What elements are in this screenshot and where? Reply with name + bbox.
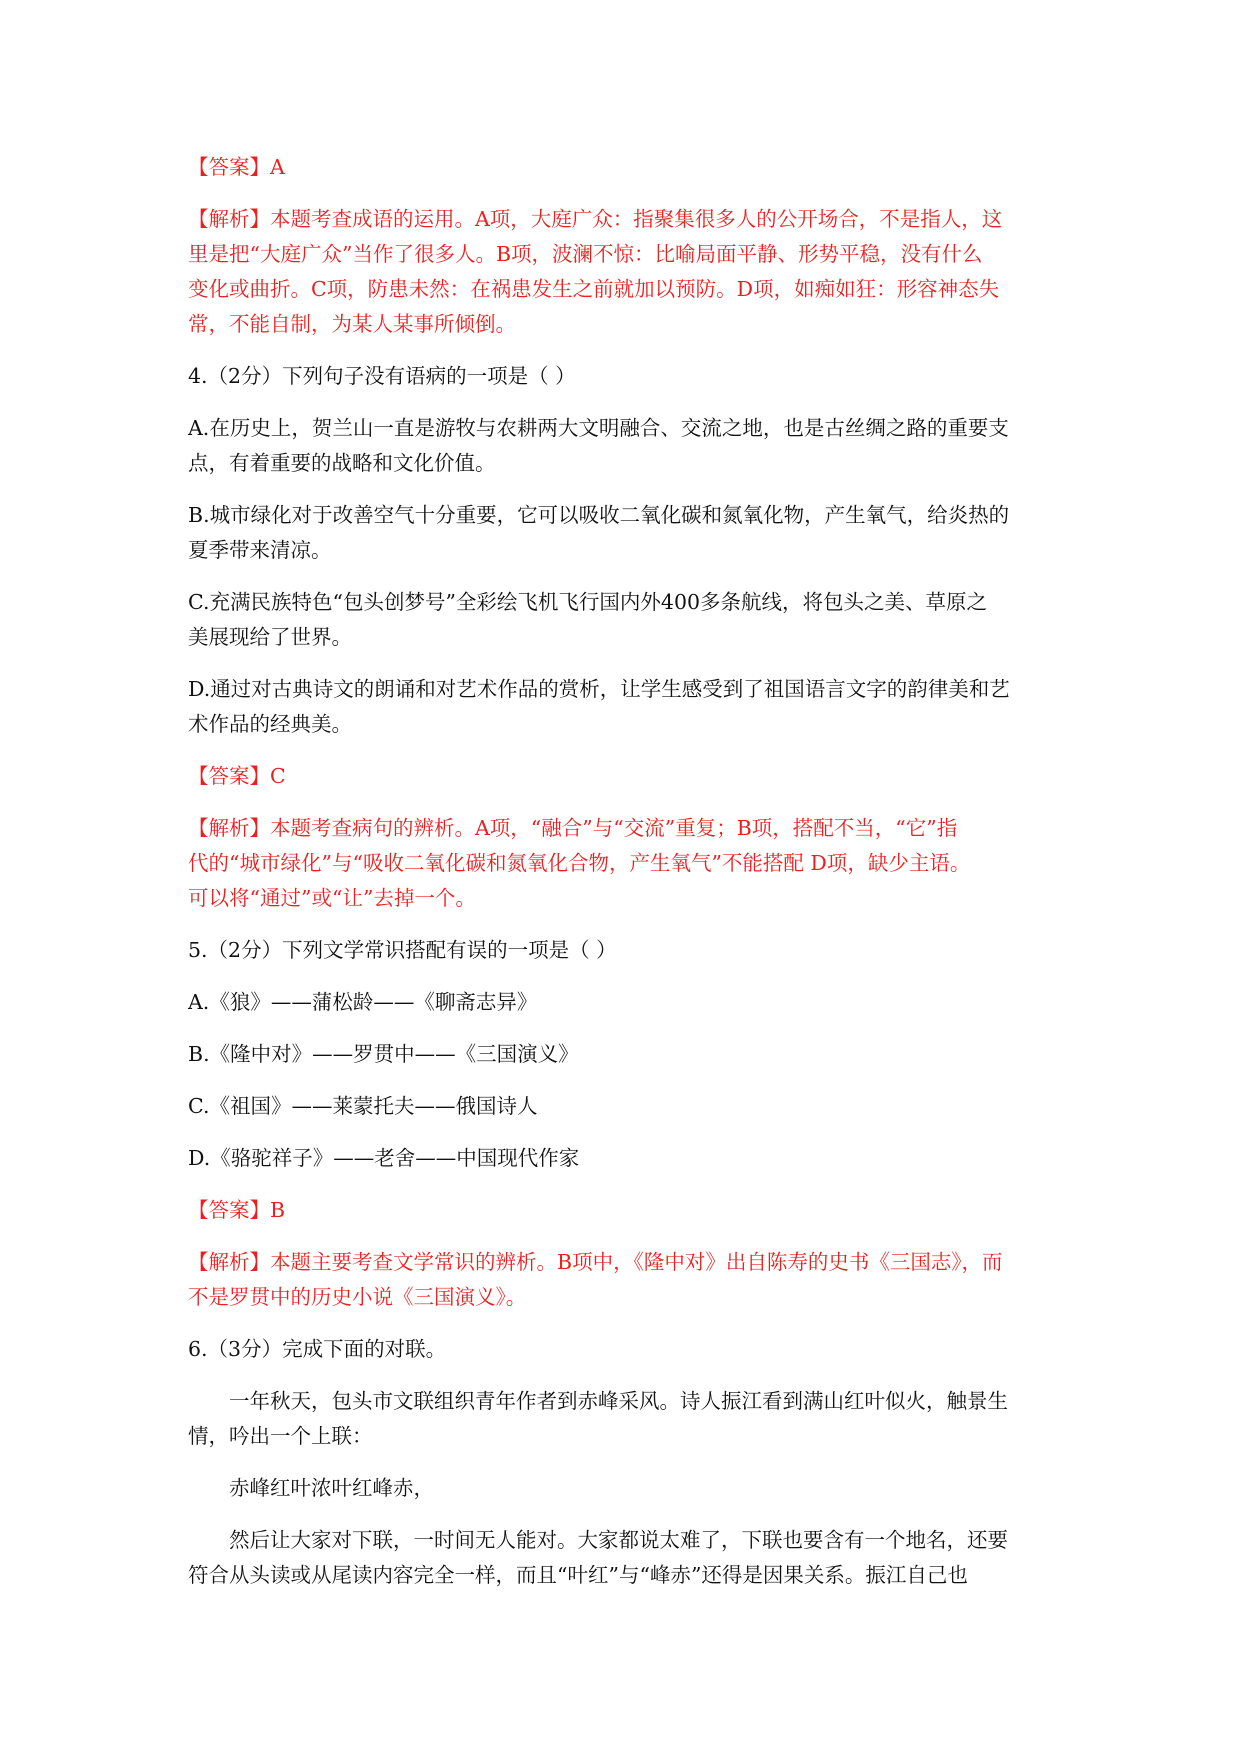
option-line: 美展现给了世界。	[188, 625, 352, 649]
q3-analysis-line: 变化或曲折。C项，防患未然：在祸患发生之前就加以预防。D项，如痴如狂：形容神态失	[188, 277, 1000, 301]
q4-stem: 4.（2分）下列句子没有语病的一项是（ ）	[188, 364, 576, 388]
q5-option-c: C.《祖国》——莱蒙托夫——俄国诗人	[188, 1094, 538, 1118]
q4-option-c	[188, 585, 1060, 655]
option-line: 术作品的经典美。	[188, 712, 352, 736]
q6-stem: 6.（3分）完成下面的对联。	[188, 1337, 447, 1361]
paragraph-line: 符合从头读或从尾读内容完全一样，而且“叶红”与“峰赤”还得是因果关系。振江自己也	[188, 1563, 968, 1587]
q5-option-b: B.《隆中对》——罗贯中——《三国演义》	[188, 1042, 579, 1066]
option-line: 夏季带来清凉。	[188, 538, 332, 562]
q6-couplet-first-line: 赤峰红叶浓叶红峰赤，	[229, 1476, 434, 1500]
q4-answer: 【答案】C	[188, 764, 286, 788]
option-line: D.通过对古典诗文的朗诵和对艺术作品的赏析，让学生感受到了祖国语言文字的韵律美和艺	[188, 677, 1010, 701]
q4-analysis-line: 代的“城市绿化”与“吸收二氧化碳和氮氧化合物，产生氧气”不能搭配 D项，缺少主语。	[188, 851, 971, 875]
q3-analysis-line: 【解析】本题考查成语的运用。A项，大庭广众：指聚集很多人的公开场合，不是指人，这	[188, 207, 1003, 231]
q6-paragraph-1	[188, 1384, 1060, 1454]
paragraph-line: 然后让大家对下联，一时间无人能对。大家都说太难了，下联也要含有一个地名，还要	[229, 1528, 1008, 1552]
option-line: C.充满民族特色“包头创梦号”全彩绘飞机飞行国内外400多条航线，将包头之美、草原之	[188, 590, 988, 614]
q5-analysis-line: 不是罗贯中的历史小说《三国演义》。	[188, 1285, 527, 1309]
q6-paragraph-2	[188, 1523, 1060, 1593]
q3-analysis-line: 里是把“大庭广众”当作了很多人。B项，波澜不惊：比喻局面平静、形势平稳，没有什么	[188, 242, 983, 266]
q3-answer: 【答案】A	[188, 155, 285, 179]
q3-analysis	[188, 202, 1060, 342]
q3-analysis-line: 常，不能自制，为某人某事所倾倒。	[188, 312, 516, 336]
q5-option-d: D.《骆驼祥子》——老舍——中国现代作家	[188, 1146, 580, 1170]
q5-stem: 5.（2分）下列文学常识搭配有误的一项是（ ）	[188, 938, 617, 962]
paragraph-line: 情，吟出一个上联：	[188, 1424, 373, 1448]
option-line: A.在历史上，贺兰山一直是游牧与农耕两大文明融合、交流之地，也是古丝绸之路的重要支	[188, 416, 1009, 440]
q5-analysis-line: 【解析】本题主要考查文学常识的辨析。B项中，《隆中对》出自陈寿的史书《三国志》，而	[188, 1250, 1003, 1274]
q5-analysis	[188, 1245, 1060, 1315]
q5-answer: 【答案】B	[188, 1198, 286, 1222]
option-line: 点，有着重要的战略和文化价值。	[188, 451, 496, 475]
q4-analysis-line: 【解析】本题考查病句的辨析。A项，“融合”与“交流”重复；B项，搭配不当，“它”指	[188, 816, 958, 840]
option-line: B.城市绿化对于改善空气十分重要，它可以吸收二氧化碳和氮氧化物，产生氧气，给炎热的	[188, 503, 1010, 527]
paragraph-line: 一年秋天，包头市文联组织青年作者到赤峰采风。诗人振江看到满山红叶似火，触景生	[229, 1389, 1008, 1413]
q4-option-b	[188, 498, 1060, 568]
document-page	[188, 150, 1060, 1610]
q4-option-d	[188, 672, 1060, 742]
q5-option-a: A.《狼》——蒲松龄——《聊斋志异》	[188, 990, 538, 1014]
q4-analysis	[188, 811, 1060, 916]
q4-analysis-line: 可以将“通过”或“让”去掉一个。	[188, 886, 476, 910]
q4-option-a	[188, 411, 1060, 481]
